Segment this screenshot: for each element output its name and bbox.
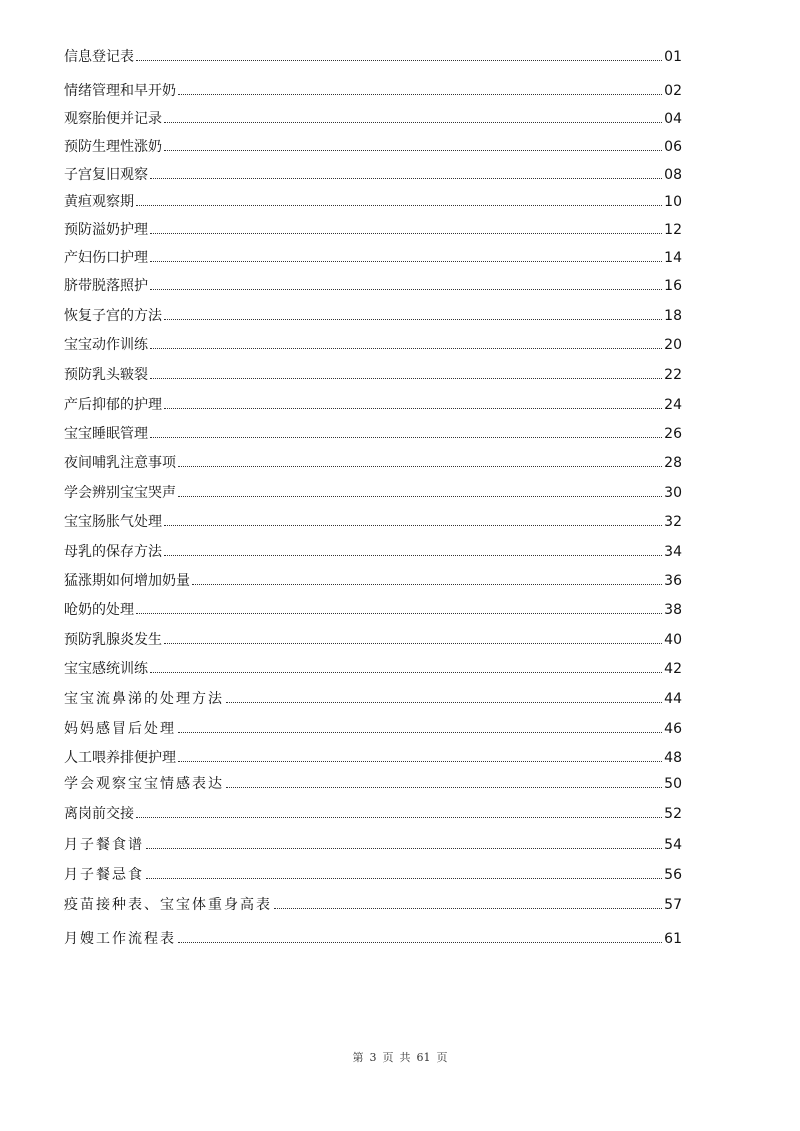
footer-page-word: 页 xyxy=(382,1051,394,1064)
toc-entry-title: 恢复子宫的方法 xyxy=(64,308,162,324)
toc-entry-page-number: 42 xyxy=(664,661,682,677)
toc-entry-title: 信息登记表 xyxy=(64,49,134,65)
toc-entry-page-number: 30 xyxy=(664,485,682,501)
toc-entry-title: 母乳的保存方法 xyxy=(64,544,162,560)
toc-entry[interactable] xyxy=(64,106,682,128)
toc-entry-title: 月子餐食谱 xyxy=(64,837,144,853)
toc-leader-dots xyxy=(164,643,662,644)
toc-entry-page-number: 10 xyxy=(664,194,682,210)
toc-leader-dots xyxy=(178,732,662,733)
toc-entry-page-number: 56 xyxy=(664,867,682,883)
toc-entry[interactable] xyxy=(64,44,682,66)
toc-entry-page-number: 34 xyxy=(664,544,682,560)
toc-entry[interactable] xyxy=(64,627,682,649)
toc-entry-page-number: 24 xyxy=(664,397,682,413)
toc-entry-page-number: 14 xyxy=(664,250,682,266)
toc-entry-page-number: 16 xyxy=(664,278,682,294)
toc-entry-page-number: 06 xyxy=(664,139,682,155)
toc-entry[interactable] xyxy=(64,421,682,443)
toc-entry[interactable] xyxy=(64,273,682,295)
toc-entry[interactable] xyxy=(64,134,682,156)
toc-entry[interactable] xyxy=(64,926,682,948)
toc-entry-title: 宝宝睡眠管理 xyxy=(64,426,148,442)
toc-entry[interactable] xyxy=(64,745,682,767)
toc-entry[interactable] xyxy=(64,801,682,823)
toc-entry[interactable] xyxy=(64,189,682,211)
toc-entry-title: 离岗前交接 xyxy=(64,806,134,822)
toc-entry[interactable] xyxy=(64,716,682,738)
toc-leader-dots xyxy=(146,878,662,879)
toc-entry-page-number: 12 xyxy=(664,222,682,238)
toc-entry-title: 宝宝流鼻涕的处理方法 xyxy=(64,691,224,707)
toc-entry[interactable] xyxy=(64,245,682,267)
toc-entry[interactable] xyxy=(64,303,682,325)
toc-entry-title: 预防乳头皲裂 xyxy=(64,367,148,383)
toc-leader-dots xyxy=(178,496,662,497)
toc-entry[interactable] xyxy=(64,450,682,472)
toc-leader-dots xyxy=(164,122,662,123)
toc-leader-dots xyxy=(136,613,662,614)
toc-leader-dots xyxy=(164,150,662,151)
toc-entry[interactable] xyxy=(64,480,682,502)
footer-total-pages: 61 xyxy=(416,1051,431,1064)
toc-leader-dots xyxy=(274,908,662,909)
toc-entry-title: 观察胎便并记录 xyxy=(64,111,162,127)
toc-entry[interactable] xyxy=(64,597,682,619)
toc-entry-title: 宝宝肠胀气处理 xyxy=(64,514,162,530)
toc-entry-page-number: 08 xyxy=(664,167,682,183)
toc-entry-title: 产后抑郁的护理 xyxy=(64,397,162,413)
toc-entry-title: 脐带脱落照护 xyxy=(64,278,148,294)
toc-entry-title: 情绪管理和早开奶 xyxy=(64,83,176,99)
toc-entry-page-number: 04 xyxy=(664,111,682,127)
toc-entry-title: 妈妈感冒后处理 xyxy=(64,721,176,737)
toc-leader-dots xyxy=(150,233,662,234)
toc-entry[interactable] xyxy=(64,892,682,914)
toc-entry[interactable] xyxy=(64,332,682,354)
toc-entry-page-number: 32 xyxy=(664,514,682,530)
footer-current-page: 3 xyxy=(369,1051,377,1064)
toc-entry-page-number: 46 xyxy=(664,721,682,737)
toc-leader-dots xyxy=(150,289,662,290)
toc-leader-dots xyxy=(146,848,662,849)
toc-entry-title: 人工喂养排便护理 xyxy=(64,750,176,766)
toc-leader-dots xyxy=(178,761,662,762)
toc-leader-dots xyxy=(192,584,662,585)
toc-entry-page-number: 22 xyxy=(664,367,682,383)
toc-leader-dots xyxy=(178,942,662,943)
toc-entry[interactable] xyxy=(64,771,682,793)
toc-entry-title: 宝宝动作训练 xyxy=(64,337,148,353)
toc-entry-page-number: 54 xyxy=(664,837,682,853)
toc-entry[interactable] xyxy=(64,862,682,884)
toc-leader-dots xyxy=(226,702,662,703)
toc-entry-title: 黄疸观察期 xyxy=(64,194,134,210)
toc-leader-dots xyxy=(164,319,662,320)
toc-entry[interactable] xyxy=(64,392,682,414)
toc-entry-page-number: 57 xyxy=(664,897,682,913)
toc-entry[interactable] xyxy=(64,78,682,100)
toc-entry-page-number: 44 xyxy=(664,691,682,707)
toc-entry[interactable] xyxy=(64,656,682,678)
toc-entry-page-number: 01 xyxy=(664,49,682,65)
toc-entry-title: 预防生理性涨奶 xyxy=(64,139,162,155)
toc-entry-page-number: 28 xyxy=(664,455,682,471)
toc-leader-dots xyxy=(150,348,662,349)
toc-entry[interactable] xyxy=(64,217,682,239)
toc-leader-dots xyxy=(164,525,662,526)
toc-entry[interactable] xyxy=(64,509,682,531)
toc-entry-title: 猛涨期如何增加奶量 xyxy=(64,573,190,589)
page-footer xyxy=(0,1049,800,1065)
toc-leader-dots xyxy=(226,787,662,788)
toc-entry-title: 学会辨别宝宝哭声 xyxy=(64,485,176,501)
toc-entry-page-number: 02 xyxy=(664,83,682,99)
toc-entry[interactable] xyxy=(64,362,682,384)
toc-entry[interactable] xyxy=(64,539,682,561)
toc-entry-page-number: 26 xyxy=(664,426,682,442)
toc-entry-page-number: 50 xyxy=(664,776,682,792)
toc-entry[interactable] xyxy=(64,686,682,708)
toc-leader-dots xyxy=(136,817,662,818)
toc-entry-page-number: 36 xyxy=(664,573,682,589)
toc-leader-dots xyxy=(150,437,662,438)
toc-entry-title: 月子餐忌食 xyxy=(64,867,144,883)
toc-leader-dots xyxy=(164,555,662,556)
toc-leader-dots xyxy=(178,466,662,467)
toc-leader-dots xyxy=(136,205,662,206)
toc-leader-dots xyxy=(164,408,662,409)
toc-entry-title: 宝宝感统训练 xyxy=(64,661,148,677)
toc-leader-dots xyxy=(178,94,662,95)
toc-entry-title: 呛奶的处理 xyxy=(64,602,134,618)
toc-entry-page-number: 20 xyxy=(664,337,682,353)
toc-entry-page-number: 18 xyxy=(664,308,682,324)
toc-entry[interactable] xyxy=(64,832,682,854)
toc-entry[interactable] xyxy=(64,162,682,184)
footer-total-word: 共 xyxy=(399,1051,411,1064)
toc-entry-title: 夜间哺乳注意事项 xyxy=(64,455,176,471)
toc-entry-page-number: 61 xyxy=(664,931,682,947)
toc-entry-title: 月嫂工作流程表 xyxy=(64,931,176,947)
toc-leader-dots xyxy=(136,60,662,61)
toc-entry-title: 产妇伤口护理 xyxy=(64,250,148,266)
toc-entry-title: 疫苗接种表、宝宝体重身高表 xyxy=(64,897,272,913)
toc-entry-title: 子宫复旧观察 xyxy=(64,167,148,183)
toc-entry-title: 预防溢奶护理 xyxy=(64,222,148,238)
toc-entry-page-number: 40 xyxy=(664,632,682,648)
toc-leader-dots xyxy=(150,178,662,179)
toc-entry[interactable] xyxy=(64,568,682,590)
footer-prefix: 第 xyxy=(352,1051,364,1064)
toc-leader-dots xyxy=(150,672,662,673)
toc-entry-title: 预防乳腺炎发生 xyxy=(64,632,162,648)
toc-entry-page-number: 52 xyxy=(664,806,682,822)
toc-entry-page-number: 38 xyxy=(664,602,682,618)
toc-leader-dots xyxy=(150,378,662,379)
footer-suffix: 页 xyxy=(436,1051,448,1064)
toc-leader-dots xyxy=(150,261,662,262)
toc-entry-title: 学会观察宝宝情感表达 xyxy=(64,776,224,792)
toc-entry-page-number: 48 xyxy=(664,750,682,766)
